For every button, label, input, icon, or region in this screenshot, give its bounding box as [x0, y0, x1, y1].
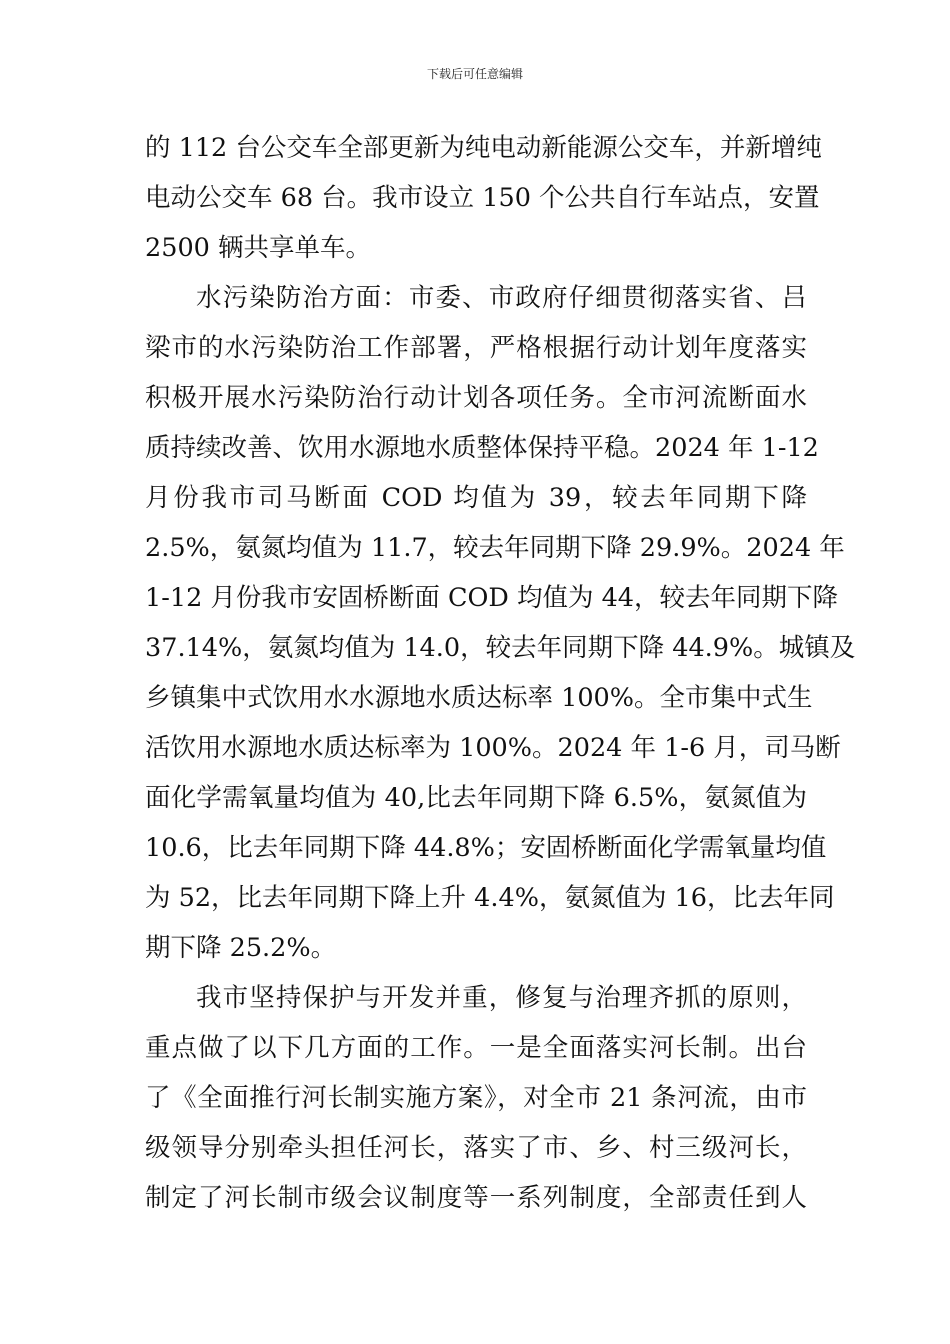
text-line: 2500 辆共享单车。 — [145, 233, 372, 263]
text-line: 梁市的水污染防治工作部署，严格根据行动计划年度落实 — [145, 333, 807, 363]
text-line: 37.14%，氨氮均值为 14.0，较去年同期下降 44.9%。城镇及 — [145, 633, 856, 663]
text-line: 制定了河长制市级会议制度等一系列制度，全部责任到人 — [145, 1183, 807, 1213]
text-line: 面化学需氧量均值为 40,比去年同期下降 6.5%，氨氮值为 — [145, 783, 807, 813]
paragraph-public-transport — [145, 123, 822, 273]
text-line: 水污染防治方面：市委、市政府仔细贯彻落实省、吕 — [196, 283, 807, 313]
text-line: 我市坚持保护与开发并重，修复与治理齐抓的原则， — [196, 983, 807, 1013]
text-line: 重点做了以下几方面的工作。一是全面落实河长制。出台 — [145, 1033, 807, 1063]
text-line: 为 52，比去年同期下降上升 4.4%，氨氮值为 16，比去年同 — [145, 883, 835, 913]
text-line: 了《全面推行河长制实施方案》，对全市 21 条河流，由市 — [145, 1083, 807, 1113]
text-line: 期下降 25.2%。 — [145, 933, 337, 963]
text-line: 积极开展水污染防治行动计划各项任务。全市河流断面水 — [145, 383, 807, 413]
text-line: 乡镇集中式饮用水水源地水质达标率 100%。全市集中式生 — [145, 683, 813, 713]
document-body — [145, 123, 856, 1223]
text-line: 质持续改善、饮用水源地水质整体保持平稳。2024 年 1-12 — [145, 433, 819, 463]
text-line: 的 112 台公交车全部更新为纯电动新能源公交车，并新增纯 — [145, 133, 822, 163]
text-line: 活饮用水源地水质达标率为 100%。2024 年 1-6 月，司马断 — [145, 733, 841, 763]
paragraph-water-pollution — [145, 273, 856, 973]
text-line: 电动公交车 68 台。我市设立 150 个公共自行车站点，安置 — [145, 183, 820, 213]
page-header: 下载后可任意编辑 — [426, 67, 523, 81]
text-line: 月份我市司马断面 COD 均值为 39，较去年同期下降 — [145, 483, 807, 513]
text-line: 级领导分别牵头担任河长，落实了市、乡、村三级河长， — [145, 1133, 807, 1163]
paragraph-river-chief — [145, 973, 807, 1223]
text-line: 10.6，比去年同期下降 44.8%；安固桥断面化学需氧量均值 — [145, 833, 827, 863]
text-line: 2.5%，氨氮均值为 11.7，较去年同期下降 29.9%。2024 年 — [145, 533, 845, 563]
text-line: 1-12 月份我市安固桥断面 COD 均值为 44，较去年同期下降 — [145, 583, 839, 613]
